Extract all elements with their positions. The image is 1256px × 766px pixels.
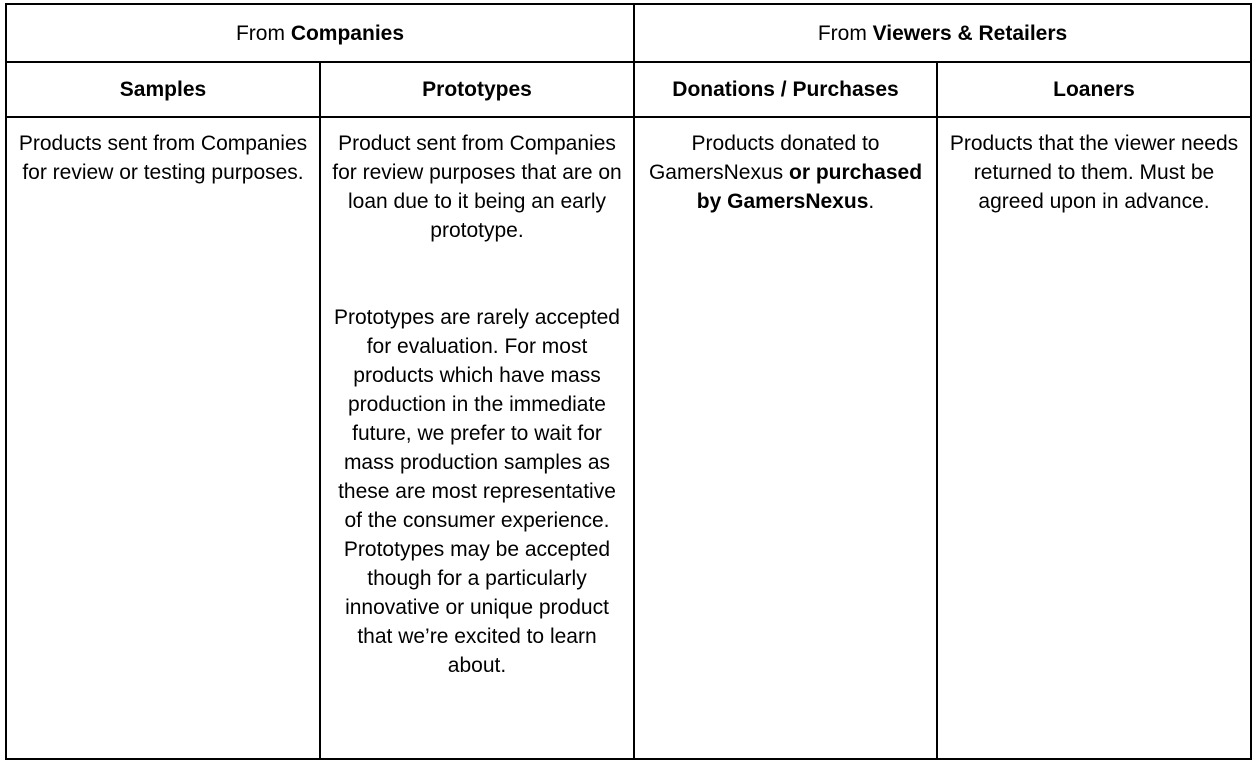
prototypes-note: Prototypes are rarely accepted for evaluation. For most products which have mass production in the immediate future, we prefer to wait for mass production samples as these are most representative of the consumer experience. Prototypes may be accepted though for a particularly innovative or unique product that we’re excited to learn about. [334,306,620,677]
donations-cell [634,117,937,759]
samples-header: Samples [6,62,320,117]
loaners-description: Products that the viewer needs returned to them. Must be agreed upon in advance. [949,132,1239,213]
donations-description [645,129,926,216]
group-viewers-header [634,4,1251,62]
group-companies-prefix: From [235,21,291,45]
loaners-cell [937,117,1251,759]
group-viewers-prefix: From [817,21,873,45]
prototypes-cell [320,117,634,759]
description-row [6,117,1251,759]
group-header-row [6,4,1251,62]
samples-description: Products sent from Companies for review or testing purposes. [18,132,308,184]
loaners-header: Loaners [937,62,1251,117]
prototypes-description: Product sent from Companies for review purposes that are on loan due to it being an early prototype. [332,132,622,242]
donations-text-b: or purchased by GamersNexus [696,161,923,213]
prototypes-header: Prototypes [320,62,634,117]
group-companies-name: Companies [290,21,405,45]
donations-text-a: Products donated to GamersNexus [648,132,880,184]
column-header-row [6,62,1251,117]
donations-header: Donations / Purchases [634,62,937,117]
sources-table [5,3,1252,760]
group-viewers-name: Viewers & Retailers [872,21,1068,45]
group-companies-header [6,4,634,62]
samples-cell [6,117,320,759]
donations-text-c: . [868,190,875,213]
